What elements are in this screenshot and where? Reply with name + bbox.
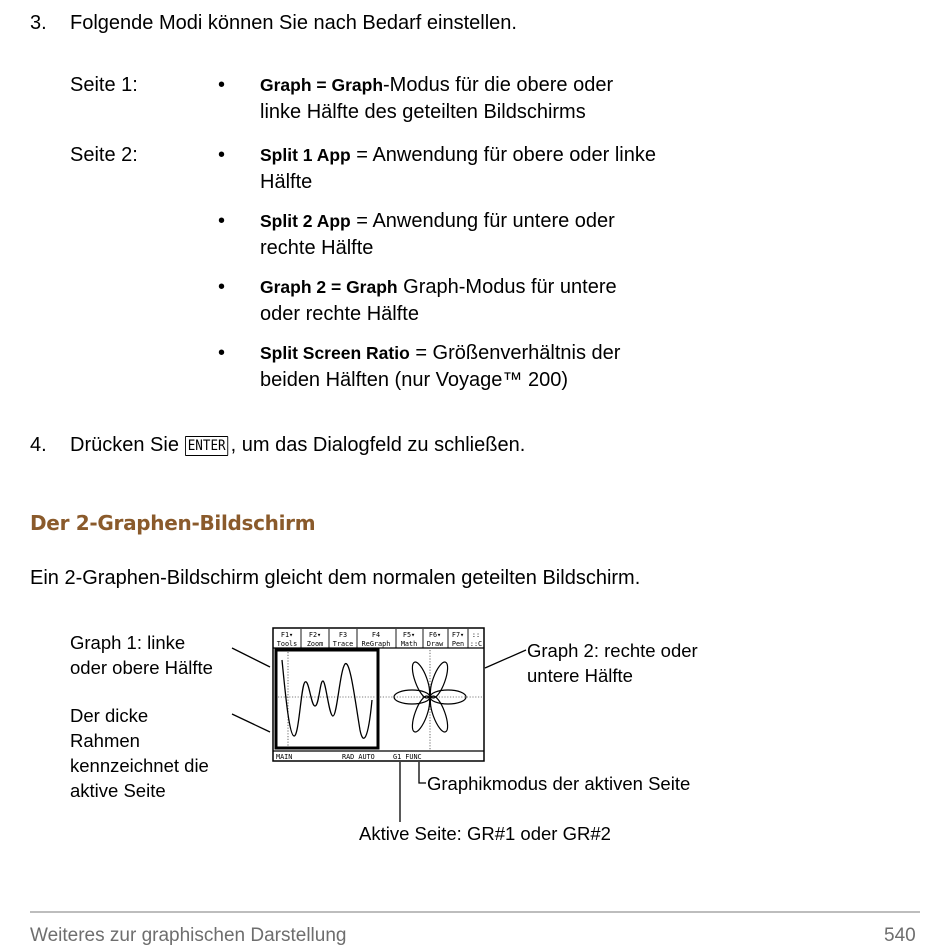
callout-active-page: Aktive Seite: GR#1 oder GR#2 [359,823,611,844]
mode-desc-line2: oder rechte Hälfte [260,303,419,325]
toolbar-f4-bottom: ReGraph [361,640,391,648]
page-number: 540 [884,925,916,946]
mode-desc-line2: beiden Hälften (nur Voyage™ 200) [260,369,568,391]
toolbar-f2-bottom: Zoom [306,640,324,648]
toolbar-f2-top: F2▾ [308,631,322,639]
enter-key: ENTER [185,436,228,456]
bullet-icon: • [218,276,226,298]
toolbar-f8-top: :: [471,631,481,639]
toolbar-f7-top: F7▾ [451,631,465,639]
toolbar-f4-top: F4 [371,631,381,639]
step-4-number: 4. [30,434,47,456]
toolbar-f6-bottom: Draw [426,640,444,648]
toolbar-f7-bottom: Pen [451,640,465,648]
footer-title: Weiteres zur graphischen Darstellung [30,925,347,946]
bullet-icon: • [218,210,226,232]
mode-desc: = Größenverhältnis der [409,342,621,364]
callout-graph1: Graph 1: linke oder obere Hälfte [70,632,213,678]
step-4-text: Drücken Sie ENTER , um das Dialogfeld zu schließen. [70,434,526,456]
page-1-label: Seite 1: [70,74,138,96]
bullet-icon: • [218,74,226,96]
mode-desc-line2: rechte Hälfte [260,237,374,259]
mode-term: Split 1 App [260,145,351,165]
callout-graph2: Graph 2: rechte oder untere Hälfte [527,640,698,686]
step-3-number: 3. [30,12,47,34]
bullet-icon: • [218,144,226,166]
mode-desc: Graph-Modus für untere [397,276,617,298]
section-heading: Der 2-Graphen-Bildschirm [30,511,316,535]
toolbar-f1-bottom: Tools [276,640,298,648]
step-3-text: Folgende Modi können Sie nach Bedarf einstellen. [70,12,517,34]
mode-desc: -Modus für die obere oder [383,74,614,96]
mode-term: Graph 2 = Graph [260,277,398,297]
status-graph: G1 FUNC [393,753,422,761]
bullet-icon: • [218,342,226,364]
mode-term: Graph = Graph [260,75,384,95]
toolbar-f5-bottom: Math [400,640,418,648]
section-intro: Ein 2-Graphen-Bildschirm gleicht dem normalen geteilten Bildschirm. [30,567,641,589]
page-2-label: Seite 2: [70,144,138,166]
status-main: MAIN [276,753,293,761]
toolbar-f8-bottom: ::C [469,640,483,648]
callout-thick-frame: Der dicke Rahmen kennzeichnet die aktive Seite [70,705,209,801]
mode-desc-line2: Hälfte [260,171,313,193]
toolbar-f5-top: F5▾ [402,631,416,639]
toolbar-f3-top: F3 [338,631,348,639]
toolbar-f6-top: F6▾ [428,631,442,639]
mode-term: Split 2 App [260,211,351,231]
mode-desc: = Anwendung für obere oder linke [350,144,656,166]
status-mode: RAD AUTO [342,753,375,761]
mode-desc: = Anwendung für untere oder [350,210,615,232]
toolbar-f1-top: F1▾ [280,631,294,639]
mode-desc-line2: linke Hälfte des geteilten Bildschirms [260,101,586,123]
toolbar-f3-bottom: Trace [332,640,354,648]
mode-term: Split Screen Ratio [260,343,410,363]
callout-graph-mode: Graphikmodus der aktiven Seite [427,773,691,794]
